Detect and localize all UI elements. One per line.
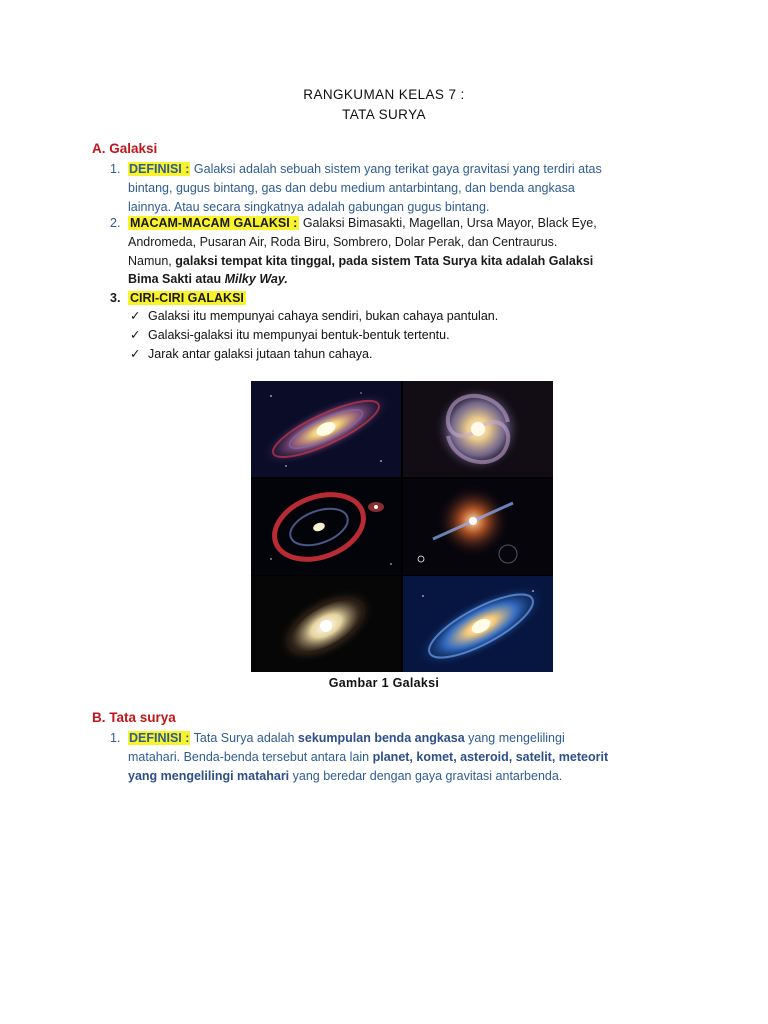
item-a1-line2: bintang, gugus bintang, gas dan debu medium antarbintang, dan benda angkasa <box>128 181 575 195</box>
galaxy-image-6 <box>403 576 553 672</box>
item-a1-line1 <box>128 160 602 179</box>
item-a1-line3: lainnya. Atau secara singkatnya adalah gabungan gugus bintang. <box>128 200 490 214</box>
check-item <box>130 345 372 364</box>
check-item-text: Galaksi-galaksi itu mempunyai bentuk-bentuk tertentu. <box>148 328 450 342</box>
item-a2-line4-bolditalic: Milky Way. <box>224 272 288 286</box>
item-a3-label: CIRI-CIRI GALAKSI <box>130 291 244 305</box>
item-b1-number: 1. <box>110 731 121 745</box>
galaxy-image-3 <box>251 479 401 575</box>
item-a3-line <box>128 289 246 308</box>
galaxy-image-collage <box>251 381 553 672</box>
check-item-text: Galaksi itu mempunyai cahaya sendiri, bukan cahaya pantulan. <box>148 309 499 323</box>
checkmark-icon: ✓ <box>130 347 141 361</box>
item-a2-line3 <box>128 252 593 271</box>
item-a2-line3-plain: Namun, <box>128 254 172 268</box>
item-b1-line1-a: Tata Surya adalah <box>193 731 295 745</box>
section-a-heading-text: A. Galaksi <box>92 141 158 156</box>
section-b-heading-text: B. Tata surya <box>92 710 176 725</box>
section-a-heading <box>92 141 157 156</box>
check-item <box>130 307 498 326</box>
check-item-text: Jarak antar galaksi jutaan tahun cahaya. <box>148 347 373 361</box>
item-a1-line1-text: Galaksi adalah sebuah sistem yang terikat gaya gravitasi yang terdiri atas <box>193 162 602 176</box>
item-b1-line2-a: matahari. Benda-benda tersebut antara lain <box>128 750 370 764</box>
item-a2-line4 <box>128 270 288 289</box>
item-b1-line3-b: yang beredar dengan gaya gravitasi antarbenda. <box>292 769 563 783</box>
checkmark-icon: ✓ <box>130 309 141 323</box>
section-b-heading <box>92 710 176 725</box>
galaxy-image-1 <box>251 381 401 477</box>
checkmark-icon: ✓ <box>130 328 141 342</box>
document-subtitle: TATA SURYA <box>342 107 426 122</box>
check-item <box>130 326 450 345</box>
document-title: RANGKUMAN KELAS 7 : <box>303 87 465 102</box>
item-a2-line1 <box>128 214 597 233</box>
item-b1-label: DEFINISI : <box>129 731 190 745</box>
figure-caption: Gambar 1 Galaksi <box>328 676 440 690</box>
item-b1-line1-b: sekumpulan benda angkasa <box>297 731 465 745</box>
item-a2-number: 2. <box>110 216 121 230</box>
galaxy-image-5 <box>251 576 401 672</box>
item-a2-line2: Andromeda, Pusaran Air, Roda Biru, Sombrero, Dolar Perak, dan Centraurus. <box>128 235 558 249</box>
item-a1-number: 1. <box>110 162 121 176</box>
item-a2-line4-bold: Bima Sakti atau <box>128 272 222 286</box>
item-a2-label: MACAM-MACAM GALAKSI : <box>130 216 298 230</box>
item-b1-line1-c: yang mengelilingi <box>468 731 565 745</box>
galaxy-image-4 <box>403 479 553 575</box>
item-b1-line2 <box>128 748 608 767</box>
item-a2-line1-text: Galaksi Bimasakti, Magellan, Ursa Mayor, Black Eye, <box>302 216 597 230</box>
item-a3-number: 3. <box>110 291 121 305</box>
item-b1-line3-a: yang mengelilingi matahari <box>128 769 290 783</box>
galaxy-image-2 <box>403 381 553 477</box>
item-a1-label: DEFINISI : <box>129 162 190 176</box>
item-b1-line1 <box>128 729 565 748</box>
item-b1-line3 <box>128 767 562 786</box>
item-a2-line3-bold: galaksi tempat kita tinggal, pada sistem Tata Surya kita adalah Galaksi <box>175 254 594 268</box>
item-b1-line2-b: planet, komet, asteroid, satelit, meteorit <box>372 750 609 764</box>
